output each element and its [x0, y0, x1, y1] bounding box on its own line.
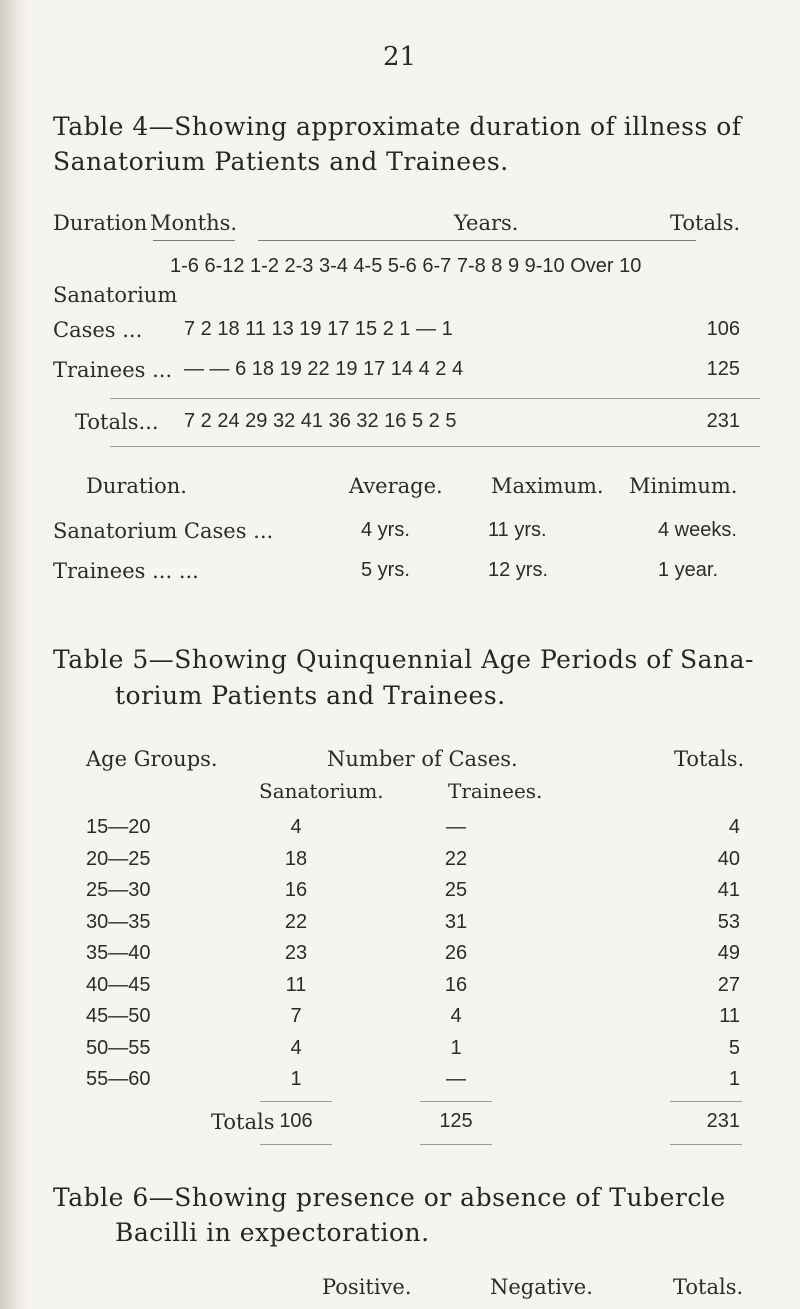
table5-row-total: 41 — [717, 879, 740, 901]
table5-row-sanatorium: 23 — [284, 942, 308, 964]
table5-row-sanatorium: 22 — [284, 911, 308, 933]
table5-row-total: 53 — [717, 911, 740, 933]
table5-row-total: 40 — [717, 848, 740, 870]
table5-row-trainees: 25 — [444, 879, 468, 901]
scan-edge-shadow — [0, 0, 28, 1309]
table4-row2-label: Trainees ... — [53, 358, 173, 382]
table5-rule-top-trainees — [420, 1101, 492, 1102]
table5-row-trainees: — — [446, 816, 466, 838]
summary-row1-label: Sanatorium Cases ... — [53, 519, 274, 543]
table5-rule-top-totals — [670, 1101, 742, 1102]
summary-row1-maximum: 11 yrs. — [488, 519, 547, 541]
table5-row-sanatorium: 11 — [285, 974, 307, 996]
table5-col-sanatorium: Sanatorium. — [259, 779, 384, 803]
table5-row-trainees: 1 — [450, 1037, 462, 1059]
table4-totals-total: 231 — [706, 410, 740, 432]
table4-totals-label: Totals... — [75, 410, 159, 434]
table4-row1-label-b: Cases ... — [53, 318, 143, 342]
table4-row2-total: 125 — [706, 358, 740, 380]
summary-row2-minimum: 1 year. — [658, 559, 719, 581]
table4-title-line2: Sanatorium Patients and Trainees. — [53, 147, 509, 176]
table6-col-totals: Totals. — [673, 1275, 744, 1299]
years-bracket — [258, 240, 696, 245]
table5-col-age: Age Groups. — [86, 747, 218, 771]
table4-col-months: Months. — [150, 211, 238, 235]
table5-row-age: 20—25 — [86, 848, 151, 870]
table5-row-sanatorium: 7 — [290, 1005, 302, 1027]
table5-row-total: 27 — [717, 974, 740, 996]
table5-row-age: 45—50 — [86, 1005, 151, 1027]
table5-rule-bottom-totals — [670, 1144, 742, 1145]
table6-col-positive: Positive. — [322, 1275, 412, 1299]
summary-row2-average: 5 yrs. — [361, 559, 410, 581]
summary-row2-label: Trainees ... ... — [53, 559, 199, 583]
table6-title-line1: Table 6—Showing presence or absence of Tubercle — [53, 1183, 726, 1212]
table5-totals-trainees: 125 — [439, 1110, 473, 1132]
table6-title-line2: Bacilli in expectoration. — [115, 1218, 430, 1247]
table6-col-negative: Negative. — [490, 1275, 593, 1299]
table5-totals-total: 231 — [706, 1110, 740, 1132]
table5-row-age: 50—55 — [86, 1037, 151, 1059]
summary-row2-maximum: 12 yrs. — [488, 559, 549, 581]
table5-row-total: 11 — [719, 1005, 740, 1027]
table5-row-total: 49 — [717, 942, 740, 964]
table4-rule-bottom — [110, 446, 760, 447]
table5-row-sanatorium: 18 — [284, 848, 308, 870]
table5-row-age: 25—30 — [86, 879, 151, 901]
table4-row2-values: — — 6 18 19 22 19 17 14 4 2 4 — [184, 358, 464, 380]
table4-col-years: Years. — [454, 211, 519, 235]
table4-title-line1: Table 4—Showing approximate duration of illness of — [53, 112, 742, 141]
table5-row-total: 4 — [728, 816, 740, 838]
summary-header-maximum: Maximum. — [491, 474, 604, 498]
table5-row-trainees: — — [446, 1068, 466, 1090]
page-number: 21 — [383, 42, 417, 72]
table5-row-sanatorium: 1 — [290, 1068, 302, 1090]
summary-row1-average: 4 yrs. — [361, 519, 410, 541]
table5-rule-bottom-trainees — [420, 1144, 492, 1145]
table4-col-totals: Totals. — [670, 211, 741, 235]
table4-row1-values: 7 2 18 11 13 19 17 15 2 1 — 1 — [184, 318, 453, 340]
table5-row-age: 40—45 — [86, 974, 151, 996]
table4-rule-top — [110, 398, 760, 399]
table5-row-trainees: 26 — [444, 942, 468, 964]
table5-row-age: 30—35 — [86, 911, 151, 933]
table4-row1-total: 106 — [706, 318, 740, 340]
table5-totals-label: Totals — [211, 1110, 275, 1134]
table5-rule-bottom-sanatorium — [260, 1144, 332, 1145]
table5-col-totals: Totals. — [674, 747, 745, 771]
table5-row-sanatorium: 4 — [290, 1037, 302, 1059]
table4-totals-values: 7 2 24 29 32 41 36 32 16 5 2 5 — [184, 410, 457, 432]
summary-header-minimum: Minimum. — [629, 474, 738, 498]
table5-row-trainees: 16 — [444, 974, 468, 996]
table5-row-sanatorium: 4 — [290, 816, 302, 838]
summary-header-average: Average. — [349, 474, 443, 498]
table5-row-age: 15—20 — [86, 816, 151, 838]
table5-title-line1: Table 5—Showing Quinquennial Age Periods of Sana- — [53, 645, 754, 674]
table5-title-line2: torium Patients and Trainees. — [115, 681, 506, 710]
table5-row-trainees: 31 — [444, 911, 468, 933]
table5-row-trainees: 22 — [444, 848, 468, 870]
table5-row-total: 5 — [728, 1037, 740, 1059]
table5-totals-sanatorium: 106 — [279, 1110, 313, 1132]
table5-rule-top-sanatorium — [260, 1101, 332, 1102]
table5-row-age: 55—60 — [86, 1068, 151, 1090]
table4-subheaders: 1-6 6-12 1-2 2-3 3-4 4-5 5-6 6-7 7-8 8 9 9-10 Over 10 — [170, 255, 642, 277]
months-bracket — [153, 240, 235, 245]
table5-row-trainees: 4 — [450, 1005, 462, 1027]
table5-row-sanatorium: 16 — [284, 879, 308, 901]
summary-row1-minimum: 4 weeks. — [658, 519, 737, 541]
table5-row-age: 35—40 — [86, 942, 151, 964]
table4-row1-label-a: Sanatorium — [53, 283, 178, 307]
table5-row-total: 1 — [728, 1068, 740, 1090]
table4-col-duration: Duration — [53, 211, 148, 235]
table5-col-number: Number of Cases. — [327, 747, 518, 771]
summary-header-duration: Duration. — [86, 474, 187, 498]
table5-col-trainees: Trainees. — [448, 779, 543, 803]
